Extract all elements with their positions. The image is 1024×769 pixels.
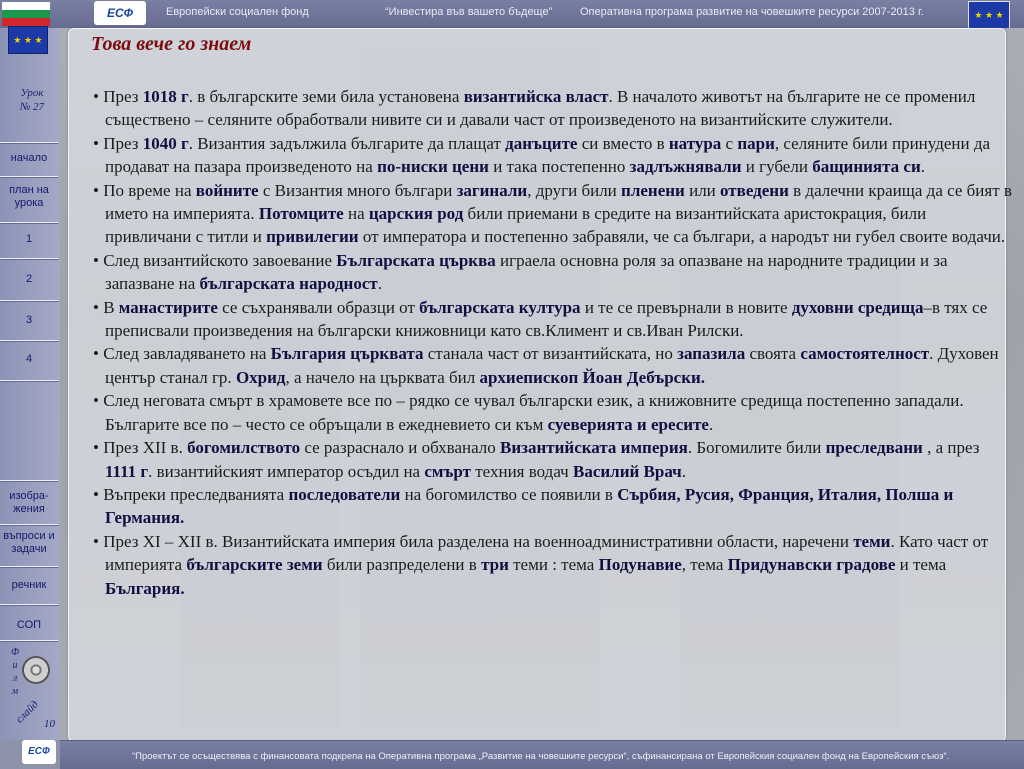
header-programme: Оперативна програма развитие на човешките ресурси 2007-2013 г.	[580, 6, 924, 18]
text-run: • През XII в.	[93, 438, 188, 458]
bold-term: задлъжнявали	[629, 157, 742, 177]
text-run: с	[721, 133, 738, 153]
bold-term: българските земи	[186, 555, 323, 575]
text-run: . в българските земи била установена	[188, 87, 464, 106]
bold-term: Българската църква	[336, 250, 496, 270]
text-run: –в тях се преписвали произведения на български книжовници като св.Климент и св.Иван Рилски.	[105, 297, 988, 341]
text-run: • По време на	[93, 180, 196, 200]
nav-divider	[0, 300, 58, 302]
top-bar	[0, 0, 1024, 29]
paragraph-4	[93, 249, 1013, 296]
nav-questions[interactable]: въпроси и задачи	[3, 530, 55, 555]
bold-term: Василий Врач	[572, 461, 682, 481]
paragraph-3	[93, 179, 1013, 249]
bold-term: суеверията и ересите	[547, 414, 709, 434]
slide-number: 10	[44, 718, 55, 730]
bold-term: натура	[668, 133, 722, 153]
text-run: , а през	[922, 438, 980, 458]
text-run: на богомилство се появили в	[400, 484, 618, 504]
text-run: се съхранявали образци от	[217, 297, 420, 317]
text-run: и те се превърнали в новите	[580, 297, 792, 317]
text-run: • След византийското завоевание	[93, 250, 337, 270]
bold-term: привилегии	[266, 227, 359, 247]
text-run: • След завладяването на	[93, 344, 271, 364]
text-run: • След неговата смърт в храмовете все по – рядко се чувал български език, а книжовните средища постепенно западали. Българите все по – често се обръщали в ежедневието си към	[93, 391, 964, 434]
text-run: • Въпреки преследванията	[93, 484, 289, 504]
text-run: на	[343, 204, 369, 224]
nav-divider	[0, 524, 58, 526]
bold-term: бащинията си	[812, 157, 921, 177]
text-run: били разпределени в	[322, 555, 482, 575]
text-run: . Като част от империята	[105, 531, 989, 575]
text-run: и тема	[895, 555, 947, 575]
nav-divider	[0, 566, 58, 568]
film-button[interactable]	[8, 646, 58, 700]
bold-term: архиепископ Йоан Дебърски.	[479, 367, 706, 387]
nav-divider	[0, 380, 58, 382]
nav-section-1[interactable]: 1	[25, 233, 33, 245]
nav-section-4[interactable]: 4	[25, 353, 33, 365]
text-run: станала част от византийската, но	[423, 344, 678, 364]
text-run: .	[681, 461, 686, 481]
sidebar-nav	[0, 28, 61, 740]
bold-term: Потомците	[258, 204, 344, 224]
header-slogan: “Инвестира във вашето бъдеще”	[385, 6, 553, 18]
nav-images[interactable]: изобра-жения	[9, 490, 49, 515]
bold-term: царския род	[368, 204, 464, 224]
text-run: техния водач	[470, 461, 573, 481]
text-run: се разраснало и обхванало	[300, 438, 501, 458]
paragraph-10	[93, 530, 1013, 600]
header-fund: Европейски социален фонд	[166, 6, 309, 18]
text-run: , селяните били принудени да продават на пазара произведеното на	[105, 133, 991, 177]
nav-divider	[0, 604, 58, 606]
bold-term: теми	[853, 531, 891, 551]
bold-term: Подунавие	[598, 555, 682, 575]
bold-term: Сърбия, Русия, Франция, Италия, Полша и Германия.	[105, 484, 954, 528]
text-run: . византийският император осъдил на	[148, 461, 425, 481]
main-area	[60, 28, 1024, 740]
nav-section-2[interactable]: 2	[25, 273, 33, 285]
bold-term: манастирите	[118, 297, 218, 317]
slide-label: слайд	[13, 698, 41, 726]
paragraph-2	[93, 132, 1013, 179]
bottom-bar	[60, 740, 1024, 769]
bold-term: загинали	[456, 180, 528, 200]
text-run: .	[920, 157, 926, 177]
bold-term: духовни средища	[791, 297, 924, 317]
nav-divider	[0, 258, 58, 260]
film-reel-icon	[22, 656, 50, 684]
text-run: • През	[93, 87, 143, 106]
paragraph-8	[93, 436, 1013, 483]
lesson-number	[14, 86, 50, 114]
text-run: и губели	[741, 157, 813, 177]
text-run: . Византия задължила българите да плащат	[188, 133, 506, 153]
film-label: Ф и л м	[10, 647, 20, 697]
slide-title: Това вече го знаем	[91, 33, 252, 55]
bold-term: запазила	[677, 344, 746, 364]
bold-term: България.	[105, 578, 185, 598]
paragraph-6	[93, 342, 1013, 389]
text-run: си вместо в	[577, 133, 669, 153]
bold-term: 1111 г	[105, 461, 149, 481]
paragraph-5	[93, 296, 1013, 343]
bold-term: смърт	[424, 461, 471, 481]
text-run: . Духовен център станал гр.	[105, 344, 999, 387]
text-run: в далечни краища да се бият в името на империята.	[105, 180, 1012, 224]
bold-term: три	[481, 555, 509, 575]
nav-dictionary[interactable]: речник	[11, 579, 47, 591]
bold-term: българската култура	[419, 297, 581, 317]
text-run: . Богомилите били	[687, 438, 826, 458]
bold-term: българската народност	[199, 274, 378, 294]
bold-term: пари	[737, 133, 775, 153]
text-run: и така постепенно	[488, 157, 630, 177]
nav-divider	[0, 222, 58, 224]
text-run: • В	[93, 297, 119, 317]
nav-section-3[interactable]: 3	[25, 314, 33, 326]
bold-term: 1040 г	[142, 133, 189, 153]
content-panel	[68, 28, 1012, 742]
nav-divider	[0, 142, 58, 144]
nav-divider	[0, 640, 58, 642]
text-run: .	[708, 414, 714, 434]
bold-term: войните	[195, 180, 259, 200]
paragraph-7	[93, 389, 1013, 436]
lesson-label: Урок	[20, 87, 44, 99]
text-run: били приемани в средите на византийската аристокрация, били привличани с титли и	[105, 204, 927, 247]
bold-term: по-ниски цени	[377, 157, 489, 177]
bold-term: Придунавски градове	[727, 555, 896, 575]
text-run: . В началото животът на българите не се променил съществено – селяните обработвали нивите си и давали част от произведеното на византийските служители.	[105, 87, 976, 130]
bold-term: данъците	[505, 133, 578, 153]
bold-term: преследвани	[825, 438, 923, 458]
text-run: с Византия много българи	[258, 180, 457, 200]
eu-stars-icon: ★ ★ ★	[968, 1, 1010, 29]
bold-term: България църквата	[270, 344, 424, 364]
nav-sop[interactable]: СОП	[16, 619, 42, 631]
bold-term: самостоятелност	[800, 344, 930, 364]
esf-logo: ЕСФ	[94, 1, 146, 25]
nav-divider	[0, 176, 58, 178]
text-run: своята	[745, 344, 801, 364]
bold-term: 1018 г	[142, 87, 189, 106]
bold-term: Охрид	[235, 367, 286, 387]
text-run: , други били	[527, 180, 622, 200]
lesson-value: № 27	[19, 101, 45, 113]
bold-term: богомилството	[187, 438, 301, 458]
paragraph-1	[93, 85, 1013, 132]
text-run: .	[377, 274, 382, 294]
nav-lesson-plan[interactable]: план на урока	[9, 184, 49, 209]
nav-home[interactable]: начало	[10, 152, 48, 164]
text-run: от императора и постепенно забравяли, че са българи, а народът ни губел своите водачи.	[358, 227, 1006, 247]
text-run: • През	[93, 133, 143, 153]
text-run: • През XI – XII в. Византийската империя била разделена на военноадминистративни области, наречени	[93, 531, 854, 551]
paragraph-9	[93, 483, 1013, 530]
footer-text: “Проектът се осъществява с финансовата подкрепа на Оперативна програма „Развитие на човешките ресурси“, съфинансирана от Европейския социален фонд на Европейския съюз“.	[132, 751, 950, 762]
esf-logo-bottom: ЕСФ	[22, 740, 56, 764]
bold-term: Византийската империя	[500, 438, 688, 458]
text-run: играела основна роля за опазване на народните традиции и за запазване на	[105, 250, 948, 294]
bulgarian-eu-flag-icon: ★ ★ ★	[2, 2, 50, 54]
content-text	[93, 85, 1013, 600]
text-run: , тема	[681, 555, 728, 575]
text-run: или	[684, 180, 721, 200]
bold-term: последователи	[288, 484, 401, 504]
nav-divider	[0, 340, 58, 342]
bold-term: пленени	[621, 180, 685, 200]
nav-divider	[0, 480, 58, 482]
text-run: , а начело на църквата бил	[285, 367, 480, 387]
text-run: теми : тема	[508, 555, 599, 575]
bold-term: отведени	[720, 180, 789, 200]
bold-term: византийска власт	[463, 87, 609, 106]
